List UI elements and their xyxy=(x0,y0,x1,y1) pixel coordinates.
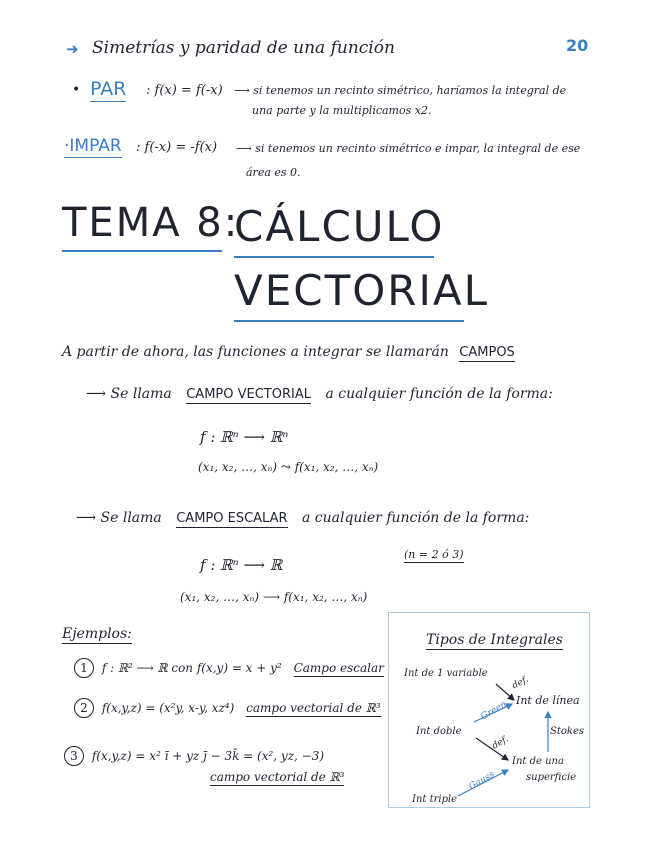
edge-label-def: def. xyxy=(510,674,531,692)
title-vectorial: VECTORIAL xyxy=(234,266,490,315)
intro-term: CAMPOS xyxy=(459,345,515,360)
scalar-field-term: CAMPO ESCALAR xyxy=(176,511,288,526)
title-tema: TEMA 8: xyxy=(62,200,240,246)
bullet-dot: • xyxy=(72,82,81,98)
edge-label-gauss: Gauss xyxy=(467,769,497,793)
example-formula: f(x,y,z) = x² ī + yz j̄ − 3k̄ = (x², yz, −3) xyxy=(91,749,325,763)
impar-note-line2: área es 0. xyxy=(246,166,301,179)
scalar-field-lead: ⟶ Se llama xyxy=(76,510,162,526)
node-one-variable: Int de 1 variable xyxy=(404,668,488,679)
vector-field-assign: (x₁, x₂, …, xₙ) ⤳ f(x₁, x₂, …, xₙ) xyxy=(198,460,379,474)
arrow-gauss xyxy=(458,770,508,796)
scalar-field-assign: (x₁, x₂, …, xₙ) ⟶ f(x₁, x₂, …, xₙ) xyxy=(180,590,368,604)
node-surface-integral: Int de una xyxy=(512,756,564,767)
symmetry-heading: Simetrías y paridad de una función xyxy=(92,38,395,58)
example-formula: f : ℝ² ⟶ ℝ con f(x,y) = x + y² xyxy=(101,661,282,675)
node-triple-integral: Int triple xyxy=(412,794,458,805)
example-label: campo vectorial de ℝ³ xyxy=(210,770,345,784)
par-label: PAR xyxy=(90,78,127,100)
par-note-line2: una parte y la multiplicamos x2. xyxy=(252,104,432,117)
page-number: 20 xyxy=(566,36,589,55)
example-label: campo vectorial de ℝ³ xyxy=(246,701,381,715)
edge-label-stokes: Stokes xyxy=(550,726,584,737)
title-calculo: CÁLCULO xyxy=(234,202,445,251)
example-label: Campo escalar xyxy=(293,661,384,675)
intro-sentence: A partir de ahora, las funciones a integrar se llamarán xyxy=(62,344,449,360)
vector-field-mapping: f : ℝⁿ ⟶ ℝⁿ xyxy=(200,428,289,446)
node-surface-integral-line2: superficie xyxy=(526,772,577,783)
node-double-integral: Int doble xyxy=(416,726,462,737)
scalar-field-note: (n = 2 ó 3) xyxy=(404,548,464,561)
example-number-badge: 3 xyxy=(64,746,84,766)
impar-label: ·IMPAR xyxy=(64,136,122,156)
vector-field-lead: ⟶ Se llama xyxy=(86,386,172,402)
arrow-green xyxy=(474,704,512,722)
examples-heading: Ejemplos: xyxy=(62,626,132,642)
arrow-def-double-to-surface xyxy=(476,738,508,760)
example-number-badge: 1 xyxy=(74,658,94,678)
par-formula: : f(x) = f(-x) xyxy=(146,83,223,98)
arrow-right-icon: ➜ xyxy=(66,40,79,58)
par-note-line1: ⟶ si tenemos un recinto simétrico, haríamos la integral de xyxy=(234,84,567,97)
vector-field-rest: a cualquier función de la forma: xyxy=(325,386,553,402)
impar-formula: : f(-x) = -f(x) xyxy=(136,140,218,155)
edge-label-def: def. xyxy=(490,734,511,752)
example-formula: f(x,y,z) = (x²y, x-y, xz⁴) xyxy=(101,701,235,715)
integral-types-heading: Tipos de Integrales xyxy=(426,632,563,648)
scalar-field-mapping: f : ℝⁿ ⟶ ℝ xyxy=(200,556,283,574)
example-number-badge: 2 xyxy=(74,698,94,718)
scalar-field-rest: a cualquier función de la forma: xyxy=(301,510,530,526)
arrow-def-one-var-to-line xyxy=(496,684,514,700)
edge-label-green: Green xyxy=(479,699,509,723)
impar-note-line1: ⟶ si tenemos un recinto simétrico e impar, la integral de ese xyxy=(236,142,581,155)
vector-field-term: CAMPO VECTORIAL xyxy=(186,387,311,402)
node-line-integral: Int de línea xyxy=(516,694,580,707)
